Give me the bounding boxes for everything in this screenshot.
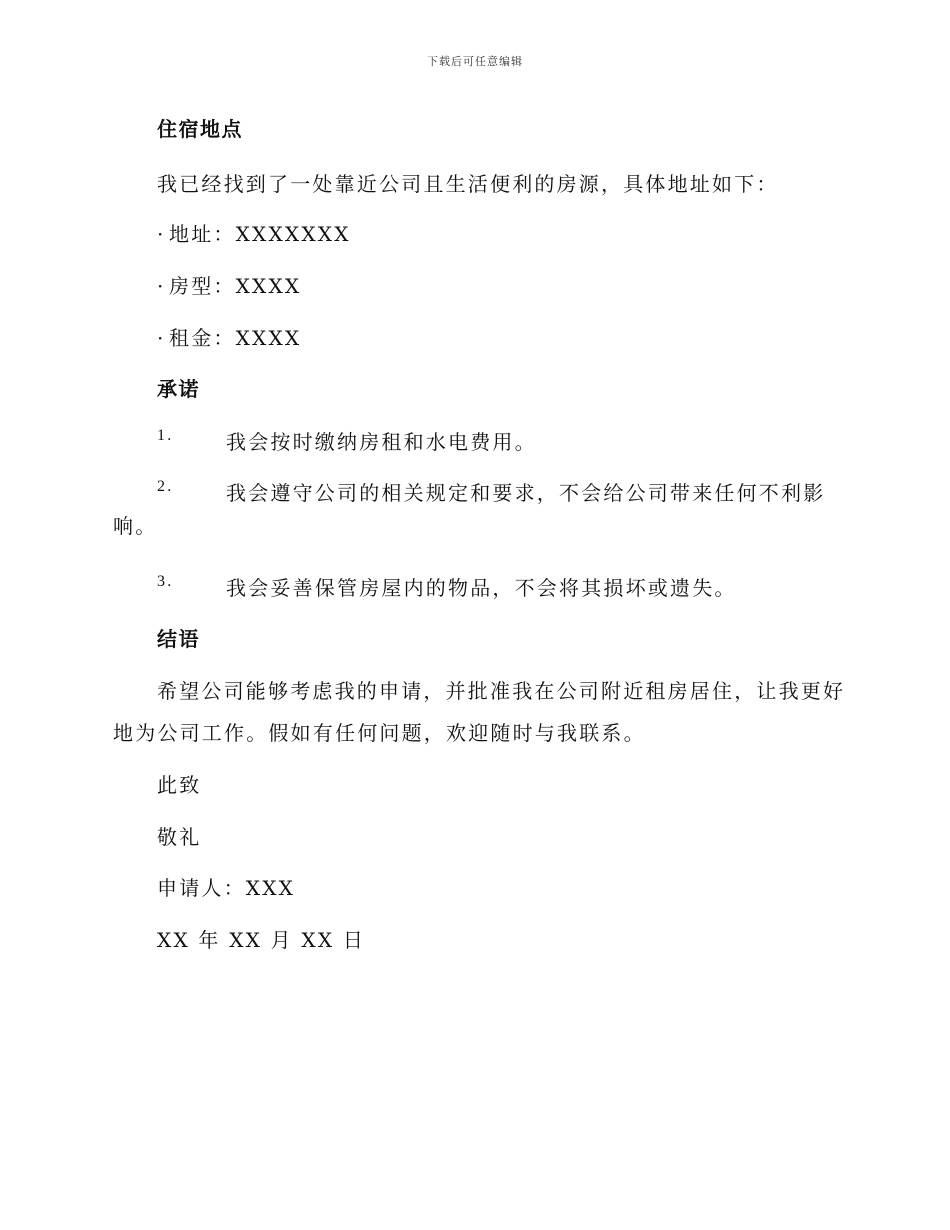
bullet-dot: · (157, 222, 166, 246)
list-number: 2. (157, 478, 174, 495)
bullet-room-type (157, 270, 301, 299)
greeting-ci-zhi: 此致 (157, 773, 202, 797)
bullet-address (157, 218, 351, 247)
bullet-label: 房型： (169, 274, 236, 298)
list-item-text: 我会遵守公司的相关规定和要求，不会给公司带来任何不利影 (226, 481, 826, 505)
section-heading-closing: 结语 (157, 627, 200, 651)
section-heading-promise: 承诺 (157, 377, 200, 401)
bullet-value: XXXXXXX (235, 222, 351, 246)
bullet-rent (157, 322, 301, 351)
page-header-note: 下载后可任意编辑 (427, 55, 523, 68)
closing-paragraph-line1: 希望公司能够考虑我的申请，并批准我在公司附近租房居住，让我更好 (157, 679, 846, 703)
list-item-text: 我会妥善保管房屋内的物品，不会将其损坏或遗失。 (226, 576, 737, 600)
list-number: 3. (157, 573, 174, 590)
list-number: 1. (157, 427, 174, 444)
bullet-label: 租金： (169, 326, 236, 350)
closing-paragraph-line2: 地为公司工作。假如有任何问题，欢迎随时与我联系。 (113, 721, 646, 745)
bullet-label: 地址： (169, 222, 236, 246)
bullet-value: XXXX (235, 326, 302, 350)
list-item-text-continued: 响。 (113, 514, 158, 538)
greeting-jing-li: 敬礼 (157, 825, 202, 849)
bullet-dot: · (157, 274, 166, 298)
list-item-text: 我会按时缴纳房租和水电费用。 (226, 430, 537, 454)
bullet-value: XXXX (235, 274, 302, 298)
accommodation-intro: 我已经找到了一处靠近公司且生活便利的房源，具体地址如下： (157, 172, 779, 196)
applicant-line: 申请人：XXX (157, 876, 296, 900)
bullet-dot: · (157, 326, 166, 350)
section-heading-accommodation: 住宿地点 (157, 117, 243, 141)
date-line: XX 年 XX 月 XX 日 (157, 928, 366, 952)
